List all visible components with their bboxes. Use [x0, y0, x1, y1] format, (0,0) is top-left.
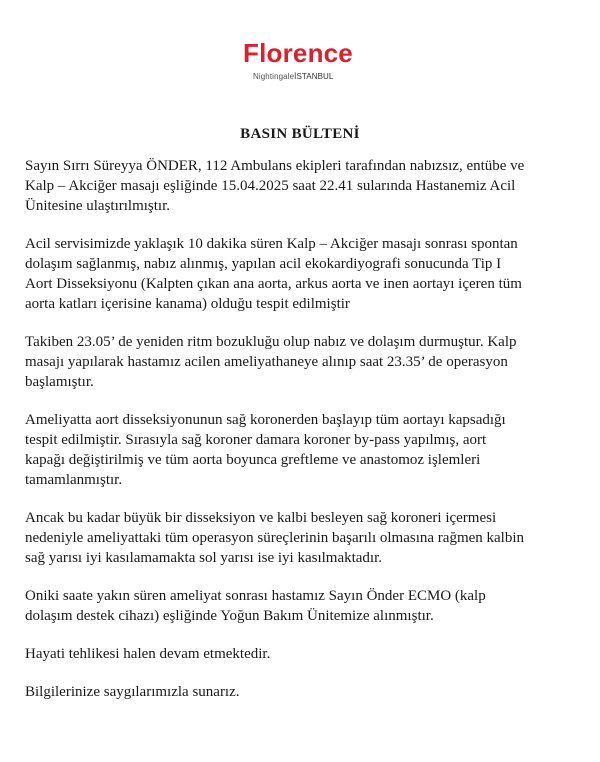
logo-subtitle: [253, 72, 333, 82]
paragraph-line: dolaşım destek cihazı) eşliğinde Yoğun Bakım Ünitemize alınmıştır.: [25, 608, 434, 624]
paragraph: [25, 508, 591, 568]
paragraph-line: Sayın Sırrı Süreyya ÖNDER, 112 Ambulans ekipleri tarafından nabızsız, entübe ve: [25, 158, 525, 174]
paragraph: [25, 410, 591, 490]
paragraph-line: dolaşım sağlanmış, nabız alınmış, yapılan acil ekokardiyografi sonucunda Tip I: [25, 256, 502, 272]
paragraph-line: Ancak bu kadar büyük bir disseksiyon ve kalbi besleyen sağ koroneri içermesi: [25, 510, 497, 526]
paragraph-line: Kalp – Akciğer masajı eşliğinde 15.04.2025 saat 22.41 sularında Hastanemiz Acil: [25, 178, 516, 194]
paragraph-line: aorta katları içerisine kanama) olduğu tespit edilmiştir: [25, 296, 350, 312]
paragraph-line: sağ yarısı iyi kasılamamakta sol yarısı ise iyi kasılmaktadır.: [25, 550, 383, 566]
paragraph-line: başlamıştır.: [25, 374, 94, 390]
paragraph-line: masajı yapılarak hastamız acilen ameliyathaneye alınıp saat 23.35’ de operasyon: [25, 354, 508, 370]
paragraph-line: nedeniyle ameliyattaki tüm operasyon süreçlerinin başarılı olmasına rağmen kalbin: [25, 530, 525, 546]
florence-logo: [243, 38, 363, 88]
paragraph-line: Ünitesine ulaştırılmıştır.: [25, 198, 170, 214]
paragraph: [25, 234, 591, 314]
paragraph: [25, 156, 591, 216]
logo-subtitle-city: İSTANBUL: [294, 72, 334, 81]
paragraph-line: tespit edilmiştir. Sırasıyla sağ koroner damara koroner by-pass yapılmış, aort: [25, 432, 487, 448]
paragraph-line: Bilgilerinize saygılarımızla sunarız.: [25, 684, 240, 700]
paragraph-line: Oniki saate yakın süren ameliyat sonrası hastamız Sayın Önder ECMO (kalp: [25, 588, 486, 604]
logo-subtitle-prefix: Nightingale: [253, 72, 295, 81]
paragraph-line: Hayati tehlikesi halen devam etmektedir.: [25, 646, 271, 662]
press-release-body: [25, 156, 591, 720]
page-title: BASIN BÜLTENİ: [240, 126, 360, 142]
paragraph: [25, 682, 591, 702]
logo-brand-text: Florence: [243, 38, 353, 68]
paragraph-line: Takiben 23.05’ de yeniden ritm bozukluğu olup nabız ve dolaşım durmuştur. Kalp: [25, 334, 517, 350]
paragraph: [25, 644, 591, 664]
paragraph-line: Acil servisimizde yaklaşık 10 dakika süren Kalp – Akciğer masajı sonrası spontan: [25, 236, 518, 252]
paragraph: [25, 332, 591, 392]
paragraph-line: Aort Disseksiyonu (Kalpten çıkan ana aorta, arkus aorta ve inen aortayı içeren tüm: [25, 276, 522, 292]
paragraph-line: Ameliyatta aort disseksiyonunun sağ koronerden başlayıp tüm aortayı kapsadığı: [25, 412, 506, 428]
paragraph: [25, 586, 591, 626]
paragraph-line: kapağı değiştirilmiş ve tüm aorta boyunca greftleme ve anastomoz işlemleri: [25, 452, 481, 468]
paragraph-line: tamamlanmıştır.: [25, 472, 123, 488]
